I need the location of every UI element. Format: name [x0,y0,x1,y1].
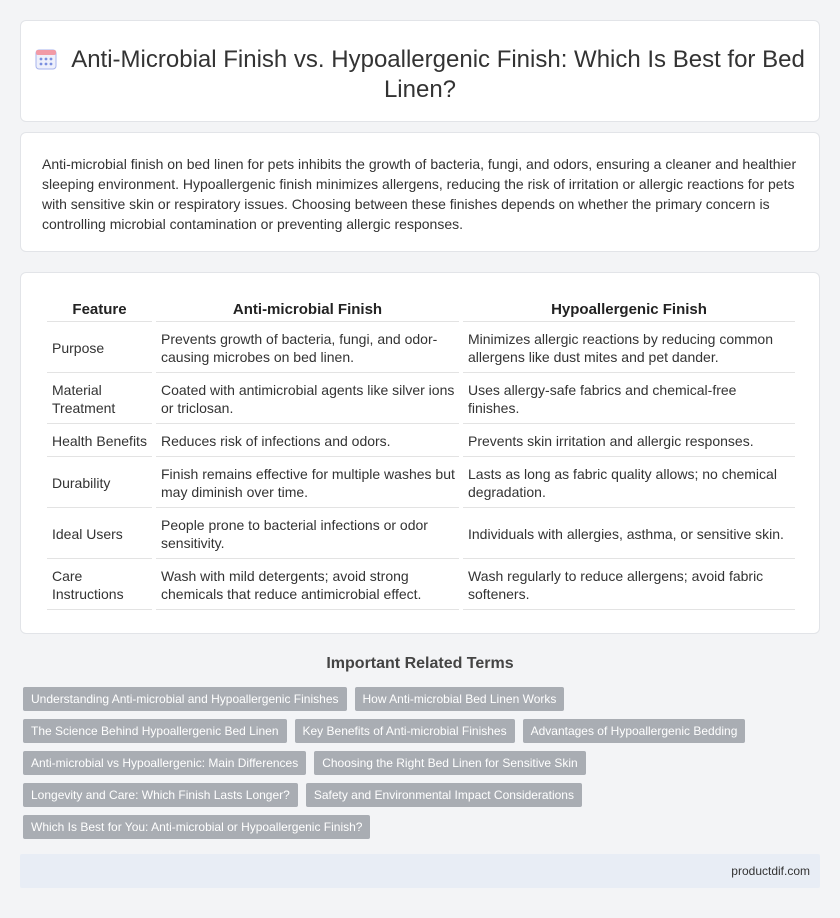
row-feature: Durability [47,459,152,508]
table-row [47,426,795,457]
table-row [47,324,795,373]
related-term-tag[interactable]: Safety and Environmental Impact Considerations [306,783,582,807]
related-terms-title: Important Related Terms [326,655,514,672]
comparison-table [43,295,799,612]
footer [20,854,820,888]
related-term-tag[interactable]: Which Is Best for You: Anti-microbial or Hypoallergenic Finish? [23,815,370,839]
row-feature: Care Instructions [47,561,152,610]
related-term-tag[interactable]: Longevity and Care: Which Finish Lasts Longer? [23,783,298,807]
table-row [47,375,795,424]
tag-row [23,687,823,711]
related-term-tag[interactable]: The Science Behind Hypoallergenic Bed Linen [23,719,287,743]
row-feature: Purpose [47,324,152,373]
related-terms-list [23,687,823,847]
tag-row [23,719,823,743]
row-hypoallergenic: Uses allergy-safe fabrics and chemical-free finishes. [463,375,795,424]
tag-row [23,815,823,839]
row-anti-microbial: People prone to bacterial infections or odor sensitivity. [156,510,459,559]
title-card [20,20,820,122]
title-wrap [21,45,819,105]
comparison-card [20,272,820,634]
table-row [47,459,795,508]
calendar-icon [35,48,57,70]
row-anti-microbial: Prevents growth of bacteria, fungi, and odor-causing microbes on bed linen. [156,324,459,373]
row-feature: Material Treatment [47,375,152,424]
tag-row [23,783,823,807]
header-feature: Feature [47,297,152,322]
header-anti-microbial: Anti-microbial Finish [156,297,459,322]
intro-paragraph: Anti-microbial finish on bed linen for pets inhibits the growth of bacteria, fungi, and odors, ensuring a cleaner and healthier sleeping environment. Hypoallergenic finish minimizes allergens, reducing the risk of irritation or allergic reactions for pets with sensitive skin or respiratory issues. Choosing between these finishes depends on whether the primary concern is controlling microbial contamination or preventing allergic responses. [42,156,797,232]
row-hypoallergenic: Wash regularly to reduce allergens; avoid fabric softeners. [463,561,795,610]
table-header-row [47,297,795,322]
row-hypoallergenic: Prevents skin irritation and allergic responses. [463,426,795,457]
row-feature: Ideal Users [47,510,152,559]
table-row [47,510,795,559]
page-title-text: Anti-Microbial Finish vs. Hypoallergenic Finish: Which Is Best for Bed Linen? [71,46,805,103]
row-anti-microbial: Finish remains effective for multiple washes but may diminish over time. [156,459,459,508]
header-hypoallergenic: Hypoallergenic Finish [463,297,795,322]
tag-row [23,751,823,775]
footer-site[interactable]: productdif.com [731,864,810,878]
row-hypoallergenic: Individuals with allergies, asthma, or sensitive skin. [463,510,795,559]
related-term-tag[interactable]: How Anti-microbial Bed Linen Works [355,687,565,711]
related-term-tag[interactable]: Advantages of Hypoallergenic Bedding [523,719,746,743]
page-title [21,45,819,105]
related-term-tag[interactable]: Anti-microbial vs Hypoallergenic: Main Differences [23,751,306,775]
row-anti-microbial: Reduces risk of infections and odors. [156,426,459,457]
row-anti-microbial: Wash with mild detergents; avoid strong chemicals that reduce antimicrobial effect. [156,561,459,610]
row-hypoallergenic: Minimizes allergic reactions by reducing common allergens like dust mites and pet dander. [463,324,795,373]
related-term-tag[interactable]: Key Benefits of Anti-microbial Finishes [295,719,515,743]
row-feature: Health Benefits [47,426,152,457]
row-anti-microbial: Coated with antimicrobial agents like silver ions or triclosan. [156,375,459,424]
related-term-tag[interactable]: Choosing the Right Bed Linen for Sensitive Skin [314,751,586,775]
related-term-tag[interactable]: Understanding Anti-microbial and Hypoallergenic Finishes [23,687,347,711]
row-hypoallergenic: Lasts as long as fabric quality allows; no chemical degradation. [463,459,795,508]
intro-card [20,132,820,252]
table-row [47,561,795,610]
